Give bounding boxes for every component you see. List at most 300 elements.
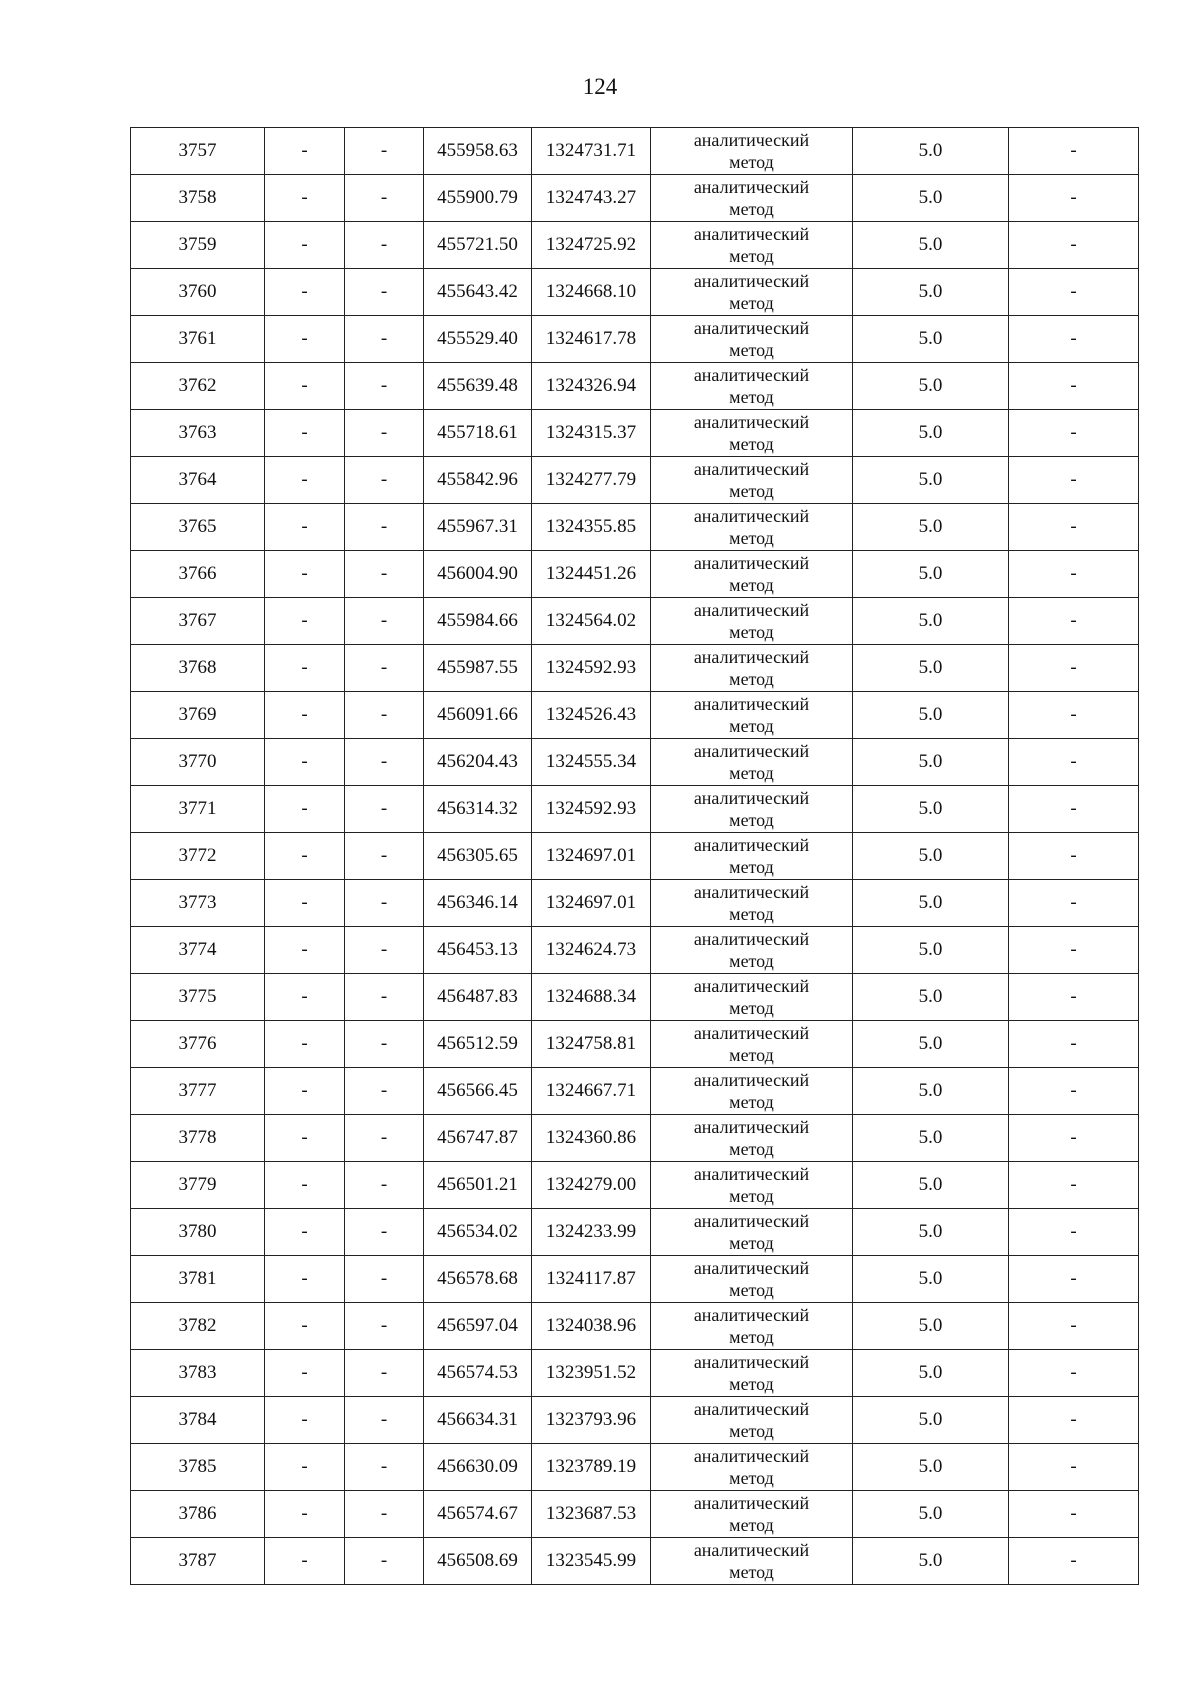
method-cell	[651, 316, 853, 363]
point-number-cell: 3781	[131, 1256, 265, 1303]
dash-cell: -	[265, 363, 345, 410]
y-coordinate-cell: 1324355.85	[532, 504, 651, 551]
dash-cell: -	[345, 598, 424, 645]
table-row	[131, 1115, 1139, 1162]
accuracy-cell: 5.0	[853, 1350, 1009, 1397]
dash-cell: -	[1009, 1491, 1139, 1538]
table-row	[131, 1209, 1139, 1256]
x-coordinate-cell: 455643.42	[424, 269, 532, 316]
x-coordinate-cell: 456508.69	[424, 1538, 532, 1585]
dash-cell: -	[345, 222, 424, 269]
method-line2: метод	[729, 340, 774, 360]
method-line2: метод	[729, 293, 774, 313]
x-coordinate-cell: 455721.50	[424, 222, 532, 269]
dash-cell: -	[1009, 598, 1139, 645]
dash-cell: -	[1009, 692, 1139, 739]
accuracy-cell: 5.0	[853, 1538, 1009, 1585]
dash-cell: -	[1009, 833, 1139, 880]
table-row	[131, 598, 1139, 645]
dash-cell: -	[345, 1303, 424, 1350]
dash-cell: -	[265, 1397, 345, 1444]
method-line1: аналитический	[693, 976, 810, 996]
method-line2: метод	[729, 1562, 774, 1582]
x-coordinate-cell: 455984.66	[424, 598, 532, 645]
method-line2: метод	[729, 528, 774, 548]
method-line2: метод	[729, 716, 774, 736]
method-cell	[651, 551, 853, 598]
method-line1: аналитический	[693, 459, 810, 479]
dash-cell: -	[345, 786, 424, 833]
x-coordinate-cell: 455987.55	[424, 645, 532, 692]
y-coordinate-cell: 1324624.73	[532, 927, 651, 974]
x-coordinate-cell: 456346.14	[424, 880, 532, 927]
accuracy-cell: 5.0	[853, 457, 1009, 504]
dash-cell: -	[345, 833, 424, 880]
y-coordinate-cell: 1323793.96	[532, 1397, 651, 1444]
method-line2: метод	[729, 1045, 774, 1065]
x-coordinate-cell: 455900.79	[424, 175, 532, 222]
method-line2: метод	[729, 387, 774, 407]
dash-cell: -	[345, 692, 424, 739]
dash-cell: -	[345, 927, 424, 974]
point-number-cell: 3770	[131, 739, 265, 786]
point-number-cell: 3779	[131, 1162, 265, 1209]
method-cell	[651, 128, 853, 175]
accuracy-cell: 5.0	[853, 692, 1009, 739]
method-cell	[651, 363, 853, 410]
dash-cell: -	[1009, 645, 1139, 692]
method-line1: аналитический	[693, 177, 810, 197]
table-row	[131, 1444, 1139, 1491]
x-coordinate-cell: 456501.21	[424, 1162, 532, 1209]
method-line1: аналитический	[693, 1070, 810, 1090]
x-coordinate-cell: 455842.96	[424, 457, 532, 504]
method-line1: аналитический	[693, 1023, 810, 1043]
accuracy-cell: 5.0	[853, 598, 1009, 645]
method-line1: аналитический	[693, 224, 810, 244]
point-number-cell: 3782	[131, 1303, 265, 1350]
x-coordinate-cell: 456578.68	[424, 1256, 532, 1303]
table-row	[131, 692, 1139, 739]
dash-cell: -	[345, 1444, 424, 1491]
accuracy-cell: 5.0	[853, 222, 1009, 269]
table-row	[131, 551, 1139, 598]
table-row	[131, 128, 1139, 175]
method-line2: метод	[729, 1374, 774, 1394]
dash-cell: -	[265, 1209, 345, 1256]
method-line1: аналитический	[693, 1211, 810, 1231]
table-row	[131, 833, 1139, 880]
method-line2: метод	[729, 1468, 774, 1488]
x-coordinate-cell: 456512.59	[424, 1021, 532, 1068]
dash-cell: -	[265, 1256, 345, 1303]
accuracy-cell: 5.0	[853, 128, 1009, 175]
table-row	[131, 175, 1139, 222]
dash-cell: -	[1009, 1021, 1139, 1068]
method-line1: аналитический	[693, 647, 810, 667]
table-row	[131, 504, 1139, 551]
table-row	[131, 880, 1139, 927]
dash-cell: -	[1009, 269, 1139, 316]
method-line2: метод	[729, 763, 774, 783]
point-number-cell: 3762	[131, 363, 265, 410]
dash-cell: -	[345, 316, 424, 363]
dash-cell: -	[345, 1350, 424, 1397]
accuracy-cell: 5.0	[853, 1444, 1009, 1491]
dash-cell: -	[265, 1162, 345, 1209]
dash-cell: -	[1009, 1350, 1139, 1397]
method-line2: метод	[729, 857, 774, 877]
method-line1: аналитический	[693, 1305, 810, 1325]
dash-cell: -	[1009, 786, 1139, 833]
coordinates-table	[130, 127, 1139, 1585]
method-cell	[651, 175, 853, 222]
method-cell	[651, 880, 853, 927]
dash-cell: -	[1009, 1444, 1139, 1491]
dash-cell: -	[1009, 457, 1139, 504]
point-number-cell: 3775	[131, 974, 265, 1021]
method-cell	[651, 1256, 853, 1303]
accuracy-cell: 5.0	[853, 551, 1009, 598]
dash-cell: -	[1009, 1115, 1139, 1162]
method-line2: метод	[729, 904, 774, 924]
y-coordinate-cell: 1324617.78	[532, 316, 651, 363]
y-coordinate-cell: 1324667.71	[532, 1068, 651, 1115]
dash-cell: -	[265, 833, 345, 880]
accuracy-cell: 5.0	[853, 1303, 1009, 1350]
dash-cell: -	[1009, 880, 1139, 927]
method-line2: метод	[729, 622, 774, 642]
x-coordinate-cell: 456004.90	[424, 551, 532, 598]
accuracy-cell: 5.0	[853, 645, 1009, 692]
dash-cell: -	[265, 1303, 345, 1350]
dash-cell: -	[265, 504, 345, 551]
method-line2: метод	[729, 1186, 774, 1206]
method-line2: метод	[729, 669, 774, 689]
accuracy-cell: 5.0	[853, 269, 1009, 316]
method-cell	[651, 269, 853, 316]
dash-cell: -	[1009, 1209, 1139, 1256]
method-line1: аналитический	[693, 694, 810, 714]
method-line2: метод	[729, 1327, 774, 1347]
dash-cell: -	[345, 1021, 424, 1068]
point-number-cell: 3780	[131, 1209, 265, 1256]
table-row	[131, 645, 1139, 692]
point-number-cell: 3765	[131, 504, 265, 551]
y-coordinate-cell: 1324564.02	[532, 598, 651, 645]
dash-cell: -	[1009, 1162, 1139, 1209]
y-coordinate-cell: 1324279.00	[532, 1162, 651, 1209]
dash-cell: -	[265, 1068, 345, 1115]
dash-cell: -	[1009, 128, 1139, 175]
dash-cell: -	[265, 269, 345, 316]
dash-cell: -	[1009, 316, 1139, 363]
method-line1: аналитический	[693, 1493, 810, 1513]
x-coordinate-cell: 456630.09	[424, 1444, 532, 1491]
table-body	[131, 128, 1139, 1585]
dash-cell: -	[1009, 222, 1139, 269]
table-row	[131, 974, 1139, 1021]
method-cell	[651, 504, 853, 551]
method-line1: аналитический	[693, 553, 810, 573]
accuracy-cell: 5.0	[853, 1068, 1009, 1115]
method-line1: аналитический	[693, 1399, 810, 1419]
method-line2: метод	[729, 998, 774, 1018]
dash-cell: -	[345, 504, 424, 551]
table-row	[131, 1162, 1139, 1209]
method-line2: метод	[729, 481, 774, 501]
accuracy-cell: 5.0	[853, 1209, 1009, 1256]
point-number-cell: 3777	[131, 1068, 265, 1115]
dash-cell: -	[1009, 927, 1139, 974]
method-cell	[651, 1303, 853, 1350]
method-line1: аналитический	[693, 1117, 810, 1137]
x-coordinate-cell: 455718.61	[424, 410, 532, 457]
method-line1: аналитический	[693, 741, 810, 761]
dash-cell: -	[265, 739, 345, 786]
method-line1: аналитический	[693, 1446, 810, 1466]
point-number-cell: 3764	[131, 457, 265, 504]
dash-cell: -	[1009, 1068, 1139, 1115]
method-line1: аналитический	[693, 882, 810, 902]
dash-cell: -	[345, 1491, 424, 1538]
dash-cell: -	[265, 786, 345, 833]
dash-cell: -	[345, 363, 424, 410]
dash-cell: -	[345, 1209, 424, 1256]
accuracy-cell: 5.0	[853, 833, 1009, 880]
x-coordinate-cell: 455529.40	[424, 316, 532, 363]
y-coordinate-cell: 1324526.43	[532, 692, 651, 739]
method-line1: аналитический	[693, 835, 810, 855]
point-number-cell: 3778	[131, 1115, 265, 1162]
x-coordinate-cell: 456453.13	[424, 927, 532, 974]
method-cell	[651, 1491, 853, 1538]
point-number-cell: 3767	[131, 598, 265, 645]
dash-cell: -	[265, 1538, 345, 1585]
method-cell	[651, 1209, 853, 1256]
method-line1: аналитический	[693, 1258, 810, 1278]
dash-cell: -	[345, 1115, 424, 1162]
method-line2: метод	[729, 199, 774, 219]
x-coordinate-cell: 456574.67	[424, 1491, 532, 1538]
dash-cell: -	[1009, 1397, 1139, 1444]
table-row	[131, 316, 1139, 363]
dash-cell: -	[1009, 1256, 1139, 1303]
method-cell	[651, 1538, 853, 1585]
method-cell	[651, 410, 853, 457]
table-row	[131, 1538, 1139, 1585]
method-line2: метод	[729, 152, 774, 172]
method-line1: аналитический	[693, 600, 810, 620]
accuracy-cell: 5.0	[853, 1397, 1009, 1444]
dash-cell: -	[345, 551, 424, 598]
point-number-cell: 3759	[131, 222, 265, 269]
y-coordinate-cell: 1324668.10	[532, 269, 651, 316]
method-line1: аналитический	[693, 788, 810, 808]
accuracy-cell: 5.0	[853, 410, 1009, 457]
dash-cell: -	[345, 1397, 424, 1444]
dash-cell: -	[265, 974, 345, 1021]
dash-cell: -	[265, 1491, 345, 1538]
method-cell	[651, 786, 853, 833]
y-coordinate-cell: 1323951.52	[532, 1350, 651, 1397]
dash-cell: -	[265, 551, 345, 598]
y-coordinate-cell: 1324555.34	[532, 739, 651, 786]
dash-cell: -	[1009, 504, 1139, 551]
point-number-cell: 3766	[131, 551, 265, 598]
y-coordinate-cell: 1324117.87	[532, 1256, 651, 1303]
page-number: 124	[582, 74, 618, 99]
point-number-cell: 3772	[131, 833, 265, 880]
method-line2: метод	[729, 434, 774, 454]
method-line1: аналитический	[693, 1164, 810, 1184]
method-cell	[651, 1350, 853, 1397]
y-coordinate-cell: 1324038.96	[532, 1303, 651, 1350]
dash-cell: -	[265, 128, 345, 175]
x-coordinate-cell: 456566.45	[424, 1068, 532, 1115]
point-number-cell: 3760	[131, 269, 265, 316]
x-coordinate-cell: 456314.32	[424, 786, 532, 833]
table-row	[131, 1303, 1139, 1350]
table-row	[131, 739, 1139, 786]
method-line1: аналитический	[693, 271, 810, 291]
method-line1: аналитический	[693, 130, 810, 150]
dash-cell: -	[265, 457, 345, 504]
table-row	[131, 1397, 1139, 1444]
dash-cell: -	[265, 645, 345, 692]
table-row	[131, 222, 1139, 269]
method-cell	[651, 739, 853, 786]
point-number-cell: 3769	[131, 692, 265, 739]
method-cell	[651, 833, 853, 880]
accuracy-cell: 5.0	[853, 927, 1009, 974]
y-coordinate-cell: 1324451.26	[532, 551, 651, 598]
table-row	[131, 1256, 1139, 1303]
method-line2: метод	[729, 1139, 774, 1159]
method-line1: аналитический	[693, 318, 810, 338]
x-coordinate-cell: 456597.04	[424, 1303, 532, 1350]
dash-cell: -	[1009, 175, 1139, 222]
accuracy-cell: 5.0	[853, 1491, 1009, 1538]
method-cell	[651, 1068, 853, 1115]
method-line2: метод	[729, 246, 774, 266]
dash-cell: -	[265, 175, 345, 222]
dash-cell: -	[265, 1444, 345, 1491]
dash-cell: -	[265, 410, 345, 457]
point-number-cell: 3783	[131, 1350, 265, 1397]
table-row	[131, 410, 1139, 457]
y-coordinate-cell: 1324731.71	[532, 128, 651, 175]
method-line2: метод	[729, 1421, 774, 1441]
y-coordinate-cell: 1324743.27	[532, 175, 651, 222]
table-row	[131, 457, 1139, 504]
point-number-cell: 3776	[131, 1021, 265, 1068]
dash-cell: -	[1009, 363, 1139, 410]
table-row	[131, 1350, 1139, 1397]
method-line2: метод	[729, 1233, 774, 1253]
x-coordinate-cell: 456305.65	[424, 833, 532, 880]
method-line1: аналитический	[693, 1352, 810, 1372]
accuracy-cell: 5.0	[853, 786, 1009, 833]
table-row	[131, 1068, 1139, 1115]
method-line2: метод	[729, 575, 774, 595]
y-coordinate-cell: 1323687.53	[532, 1491, 651, 1538]
method-line2: метод	[729, 810, 774, 830]
method-cell	[651, 1115, 853, 1162]
dash-cell: -	[345, 739, 424, 786]
point-number-cell: 3768	[131, 645, 265, 692]
point-number-cell: 3763	[131, 410, 265, 457]
dash-cell: -	[265, 1021, 345, 1068]
y-coordinate-cell: 1324315.37	[532, 410, 651, 457]
y-coordinate-cell: 1324725.92	[532, 222, 651, 269]
x-coordinate-cell: 456091.66	[424, 692, 532, 739]
accuracy-cell: 5.0	[853, 974, 1009, 1021]
x-coordinate-cell: 455967.31	[424, 504, 532, 551]
x-coordinate-cell: 456747.87	[424, 1115, 532, 1162]
y-coordinate-cell: 1324592.93	[532, 786, 651, 833]
method-cell	[651, 1397, 853, 1444]
dash-cell: -	[1009, 410, 1139, 457]
dash-cell: -	[265, 880, 345, 927]
method-line1: аналитический	[693, 506, 810, 526]
point-number-cell: 3786	[131, 1491, 265, 1538]
dash-cell: -	[345, 1256, 424, 1303]
y-coordinate-cell: 1324697.01	[532, 833, 651, 880]
dash-cell: -	[345, 880, 424, 927]
dash-cell: -	[345, 457, 424, 504]
accuracy-cell: 5.0	[853, 1256, 1009, 1303]
dash-cell: -	[1009, 739, 1139, 786]
dash-cell: -	[1009, 1538, 1139, 1585]
method-line2: метод	[729, 1280, 774, 1300]
method-cell	[651, 1021, 853, 1068]
dash-cell: -	[345, 1068, 424, 1115]
point-number-cell: 3787	[131, 1538, 265, 1585]
method-cell	[651, 222, 853, 269]
dash-cell: -	[345, 128, 424, 175]
accuracy-cell: 5.0	[853, 504, 1009, 551]
dash-cell: -	[265, 598, 345, 645]
method-cell	[651, 974, 853, 1021]
method-cell	[651, 1162, 853, 1209]
table-row	[131, 363, 1139, 410]
y-coordinate-cell: 1324688.34	[532, 974, 651, 1021]
method-line1: аналитический	[693, 412, 810, 432]
dash-cell: -	[265, 927, 345, 974]
dash-cell: -	[345, 645, 424, 692]
y-coordinate-cell: 1324360.86	[532, 1115, 651, 1162]
table-row	[131, 786, 1139, 833]
dash-cell: -	[345, 974, 424, 1021]
method-cell	[651, 692, 853, 739]
dash-cell: -	[265, 692, 345, 739]
dash-cell: -	[265, 1350, 345, 1397]
point-number-cell: 3757	[131, 128, 265, 175]
x-coordinate-cell: 456534.02	[424, 1209, 532, 1256]
x-coordinate-cell: 455639.48	[424, 363, 532, 410]
dash-cell: -	[1009, 551, 1139, 598]
dash-cell: -	[265, 1115, 345, 1162]
x-coordinate-cell: 456634.31	[424, 1397, 532, 1444]
accuracy-cell: 5.0	[853, 1162, 1009, 1209]
method-line2: метод	[729, 1515, 774, 1535]
dash-cell: -	[345, 410, 424, 457]
table-row	[131, 1491, 1139, 1538]
x-coordinate-cell: 456204.43	[424, 739, 532, 786]
method-line1: аналитический	[693, 365, 810, 385]
accuracy-cell: 5.0	[853, 316, 1009, 363]
